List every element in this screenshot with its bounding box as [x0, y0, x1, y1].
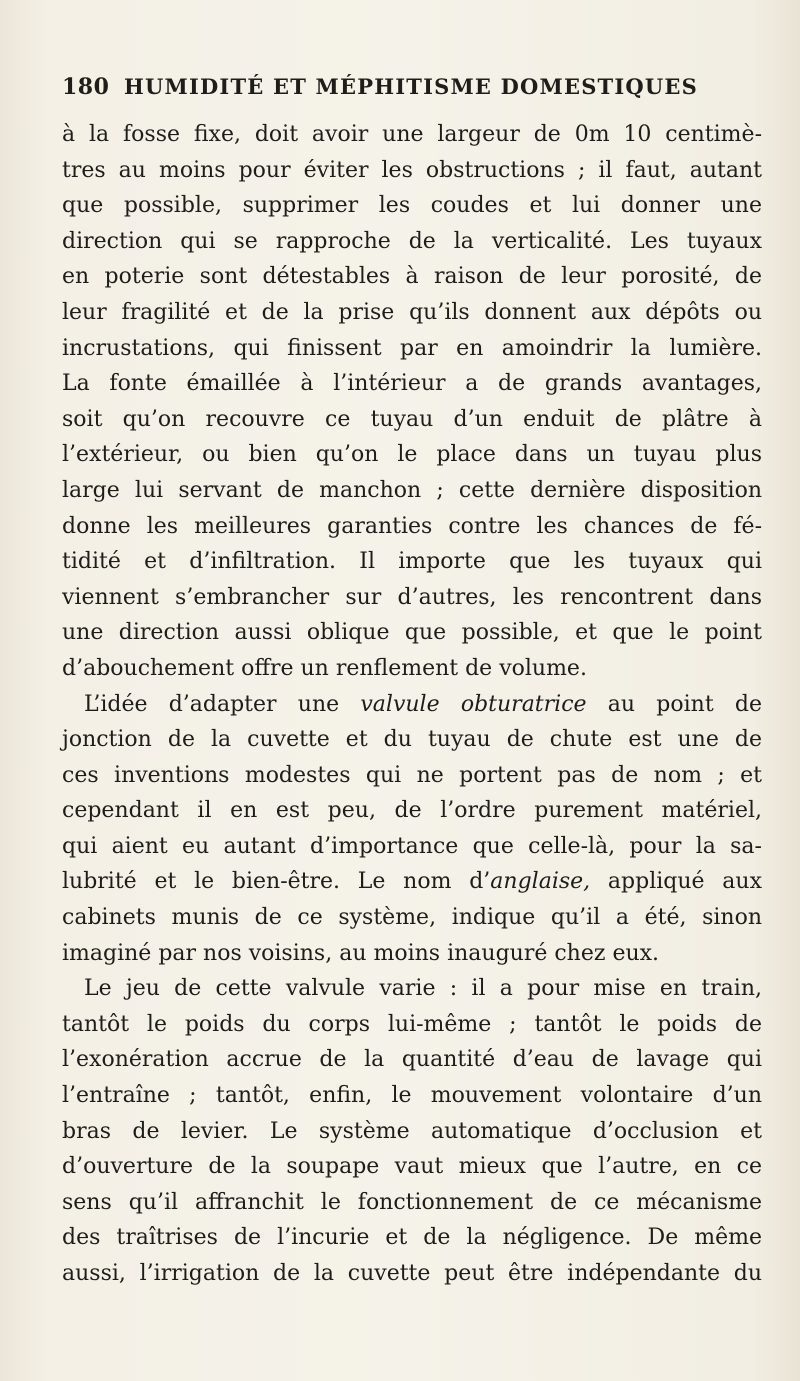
- text-line: jonction de la cuvette et du tuyau de chute est une de: [62, 727, 762, 753]
- text-line: que possible, supprimer les coudes et lui donner une: [62, 193, 762, 219]
- paragraph-end-line: d’abouchement offre un renflement de volume.: [62, 655, 587, 681]
- text-line: l’exonération accrue de la quantité d’eau de lavage qui: [62, 1047, 762, 1073]
- text-line: l’entraîne ; tantôt, enfin, le mouvement volontaire d’un: [62, 1083, 762, 1109]
- text-line: cependant il en est peu, de l’ordre purement matériel,: [62, 798, 762, 824]
- text-line: soit qu’on recouvre ce tuyau d’un enduit de plâtre à: [62, 406, 762, 432]
- text-line: bras de levier. Le système automatique d’occlusion et: [62, 1118, 762, 1144]
- page-number: 180: [62, 74, 110, 100]
- text-line: qui aient eu autant d’importance que celle-là, pour la sa-: [62, 833, 762, 859]
- text-line: en poterie sont détestables à raison de leur porosité, de: [62, 264, 762, 290]
- paragraph-start-line: Le jeu de cette valvule varie : il a pour mise en train,: [84, 976, 762, 1002]
- body-text: [62, 117, 762, 1292]
- text-line: sens qu’il affranchit le fonctionnement de ce mécanisme: [62, 1189, 762, 1215]
- text-run: lubrité et le bien-être. Le nom d’: [62, 869, 491, 895]
- paragraph-start-line: [62, 687, 762, 723]
- text-line: l’extérieur, ou bien qu’on le place dans un tuyau plus: [62, 442, 762, 468]
- text-line: à la fosse fixe, doit avoir une largeur de 0m 10 centimè-: [62, 122, 762, 147]
- text-run: appliqué aux: [590, 869, 762, 895]
- text-line: tres au moins pour éviter les obstructions ; il faut, autant: [62, 157, 762, 183]
- text-line: viennent s’embrancher sur d’autres, les rencontrent dans: [62, 584, 762, 610]
- text-line: ces inventions modestes qui ne portent pas de nom ; et: [62, 762, 762, 788]
- paragraph-end-line: imaginé par nos voisins, au moins inauguré chez eux.: [62, 940, 660, 966]
- text-line: tidité et d’infiltration. Il importe que les tuyaux qui: [62, 549, 762, 575]
- text-line: cabinets munis de ce système, indique qu’il a été, sinon: [62, 905, 762, 931]
- text-run: L’idée d’adapter une: [84, 691, 361, 717]
- italic-term: valvule obturatrice: [360, 691, 587, 717]
- text-line: aussi, l’irrigation de la cuvette peut être indépendante du: [62, 1261, 762, 1286]
- text-line: tantôt le poids du corps lui-même ; tantôt le poids de: [62, 1011, 762, 1037]
- text-line: une direction aussi oblique que possible, et que le point: [62, 620, 762, 646]
- running-title: HUMIDITÉ ET MÉPHITISME DOMESTIQUES: [124, 74, 698, 99]
- text-line: donne les meilleures garanties contre les chances de fé-: [62, 513, 762, 539]
- text-line: d’ouverture de la soupape vaut mieux que l’autre, en ce: [62, 1154, 762, 1180]
- text-line: des traîtrises de l’incurie et de la négligence. De même: [62, 1225, 762, 1251]
- italic-term: anglaise,: [490, 869, 591, 895]
- text-line: large lui servant de manchon ; cette dernière disposition: [62, 477, 762, 503]
- text-line: incrustations, qui finissent par en amoindrir la lumière.: [62, 335, 762, 361]
- text-line: leur fragilité et de la prise qu’ils donnent aux dépôts ou: [62, 299, 762, 325]
- text-line: La fonte émaillée à l’intérieur a de grands avantages,: [62, 371, 762, 397]
- text-run: au point de: [586, 691, 762, 717]
- text-line: [62, 864, 762, 900]
- running-head: [62, 74, 762, 106]
- text-line: direction qui se rapproche de la verticalité. Les tuyaux: [62, 228, 762, 254]
